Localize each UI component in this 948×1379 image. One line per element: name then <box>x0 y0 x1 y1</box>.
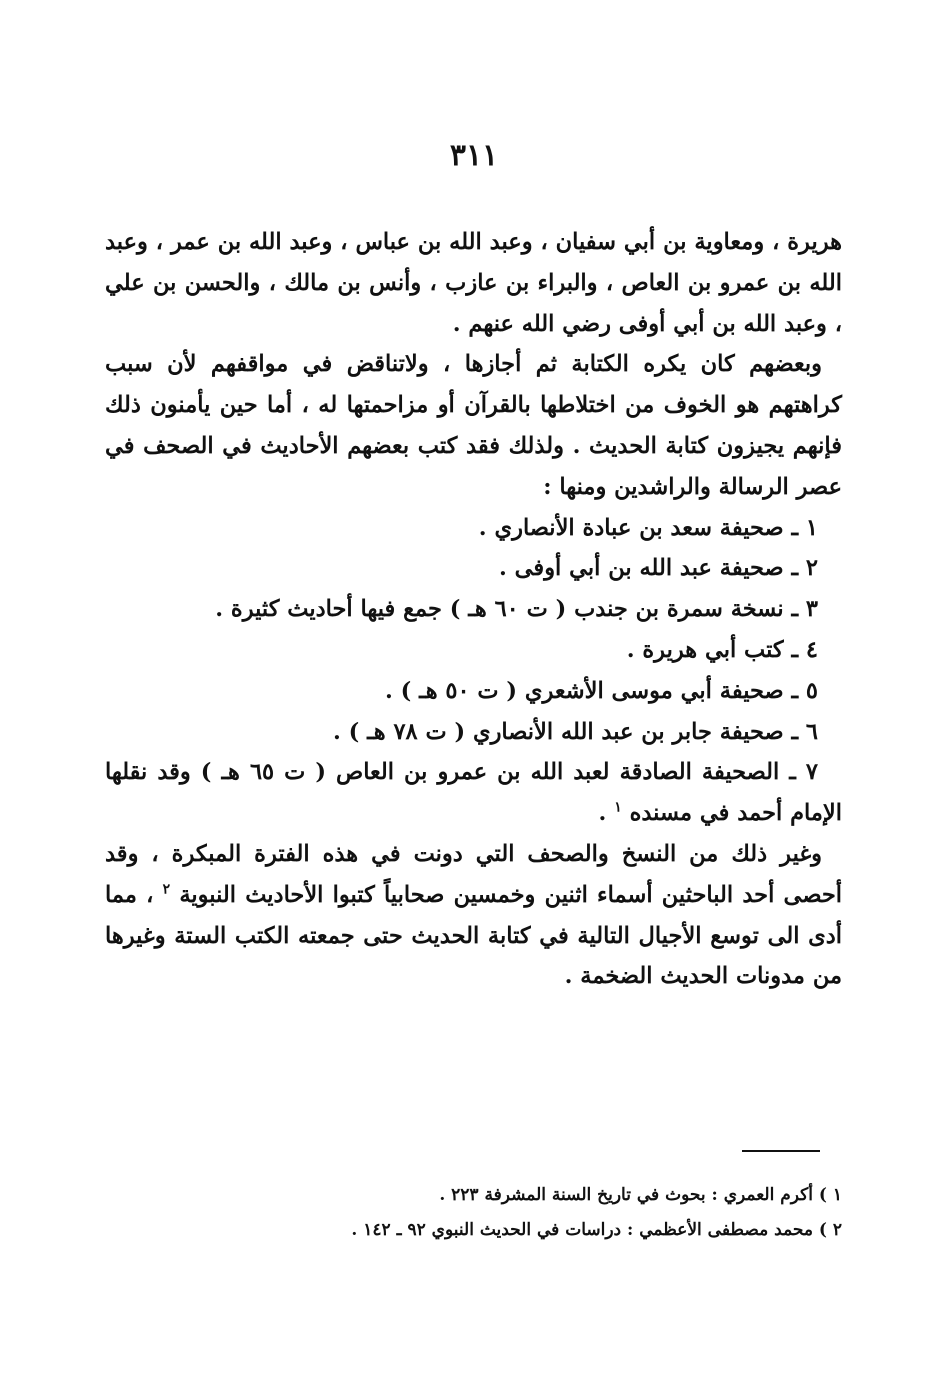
paragraph-conclusion <box>105 834 842 997</box>
list-item-6: ٦ ـ صحيفة جابر بن عبد الله الأنصاري ( ت ٧٨ هـ ) . <box>333 718 818 745</box>
footnotes <box>105 1178 842 1248</box>
footnote-1: ١ ) أكرم العمري : بحوث في تاريخ السنة المشرفة ٢٢٣ . <box>439 1185 842 1205</box>
main-text <box>105 222 842 997</box>
list-item-5: ٥ ـ صحيفة أبي موسى الأشعري ( ت ٥٠ هـ ) . <box>384 677 818 704</box>
list-item-2: ٢ ـ صحيفة عبد الله بن أبي أوفى . <box>499 555 818 582</box>
list-item-7-tail: . <box>598 800 615 827</box>
paragraph-conclusion-part2: ، مما أدى الى توسع الأجيال التالية في كتابة الحديث حتى جمعته الكتب الستة وغيرها من مدونات الحديث الضخمة . <box>105 881 842 990</box>
paragraph-writing-permission: وبعضهم كان يكره الكتابة ثم أجازها ، ولاتناقض في مواقفهم لأن سبب كراهتهم هو الخوف من اختلاطها بالقرآن أو مزاحمتها له ، أما حين يأمنون ذلك فإنهم يجيزون كتابة الحديث . ولذلك فقد كتب بعضهم الأحاديث في الصحف في عصر الرسالة والراشدين ومنها : <box>105 351 842 500</box>
footnote-divider <box>742 1150 820 1152</box>
page-number: ٣١١ <box>449 138 499 173</box>
list-item-3: ٣ ـ نسخة سمرة بن جندب ( ت ٦٠ هـ ) جمع فيها أحاديث كثيرة . <box>215 596 818 623</box>
paragraph-conclusion-part1: وغير ذلك من النسخ والصحف التي دونت في هذه الفترة المبكرة ، وقد أحصى أحد الباحثين أسماء اثنين وخمسين صحابياً كتبوا الأحاديث النبوية <box>105 840 842 908</box>
paragraph-companions: هريرة ، ومعاوية بن أبي سفيان ، وعبد الله بن عباس ، وعبد الله بن عمر ، وعبد الله بن عمرو بن العاص ، والبراء بن عازب ، وأنس بن مالك ، والحسن بن علي ، وعبد الله بن أبي أوفى رضي الله عنهم . <box>105 229 842 337</box>
footnote-ref-2: ٢ <box>162 881 171 898</box>
footnote-2: ٢ ) محمد مصطفى الأعظمي : دراسات في الحديث النبوي ٩٢ ـ ١٤٢ . <box>351 1220 842 1240</box>
list-item-7-text: ٧ ـ الصحيفة الصادقة لعبد الله بن عمرو بن العاص ( ت ٦٥ هـ ) وقد نقلها الإمام أحمد في مسنده <box>105 759 842 827</box>
list-item-1: ١ ـ صحيفة سعد بن عبادة الأنصاري . <box>478 514 818 541</box>
footnote-ref-1: ١ <box>614 799 622 816</box>
list-item-4: ٤ ـ كتب أبي هريرة . <box>626 636 818 663</box>
list-item-7 <box>105 752 842 834</box>
